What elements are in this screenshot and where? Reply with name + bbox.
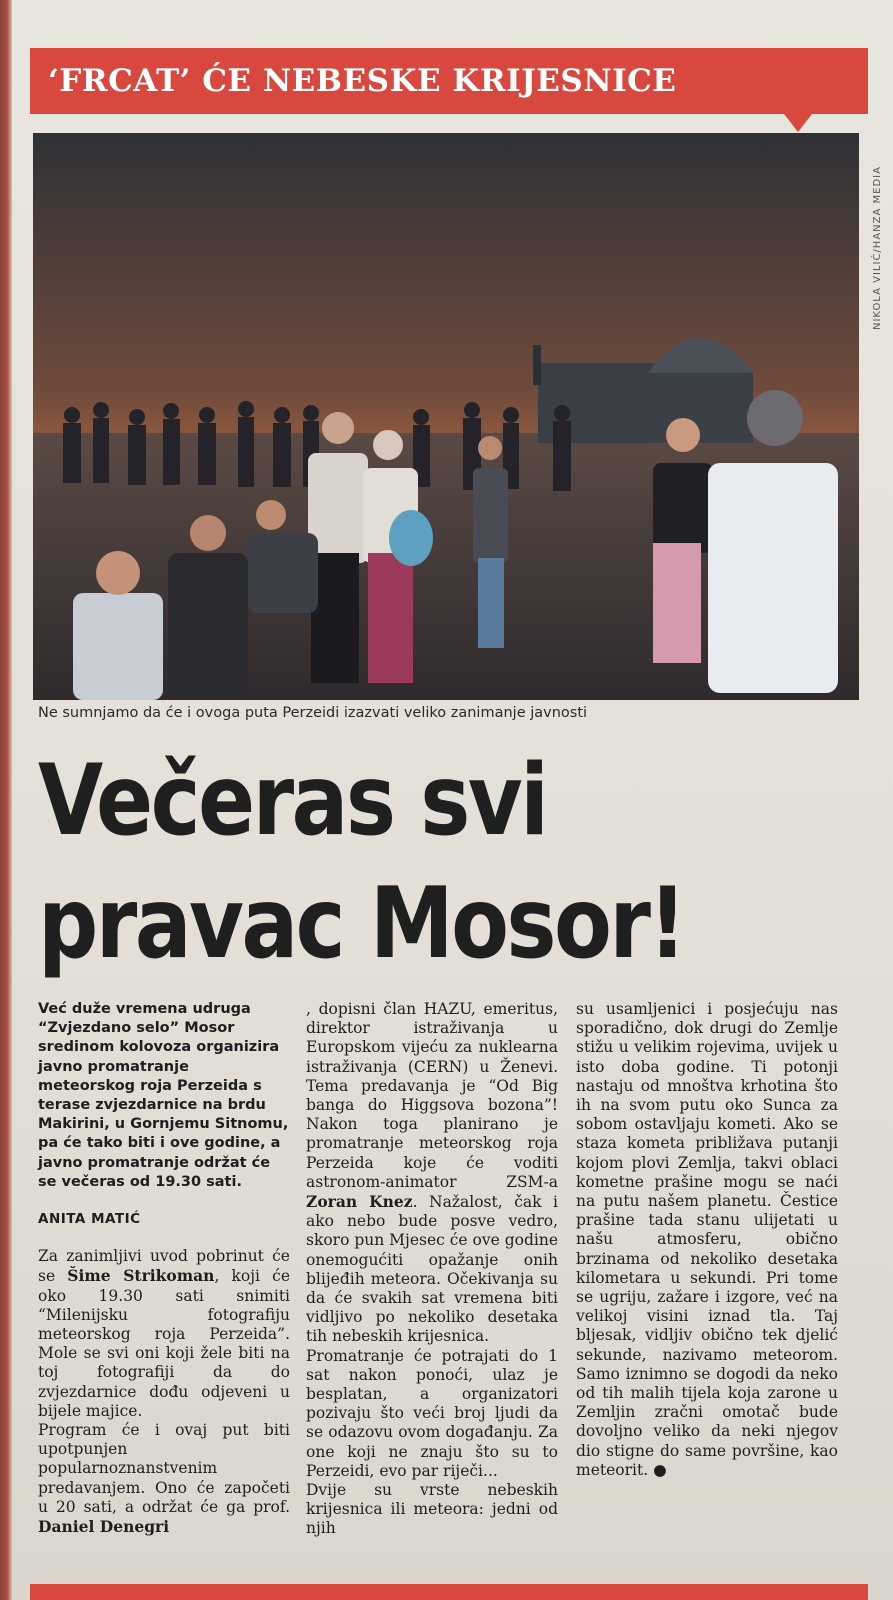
headline-line-2: pravac Mosor! bbox=[38, 867, 685, 981]
person-name: Daniel Denegri bbox=[38, 1517, 170, 1537]
body-paragraph-4: Dvije su vrste nebeskih krijesnica ili meteora: jedni od njih bbox=[306, 1481, 558, 1538]
end-mark-icon: ● bbox=[653, 1460, 667, 1479]
article-lead: Već duže vremena udruga “Zvjezdano selo” Mosor sredinom kolovoza organizira javno promatranje meteorskog roja Perzeida s terase zvjezdarnice na brdu Makirini, u Gornjemu Sitnomu, pa će tako biti i ove godine, a javno promatranje održat će se večeras od 19.30 sati. bbox=[38, 1001, 289, 1190]
body-paragraph-2: Program će i ovaj put biti upotpunjen popularnoznanstvenim predavanjem. Ono će započeti u 20 sati, a održat će ga prof. Daniel Denegri bbox=[38, 1421, 290, 1537]
person-name: Zoran Knez bbox=[306, 1192, 413, 1212]
article-column-3 bbox=[576, 1000, 838, 1580]
article-byline: ANITA MATIĆ bbox=[38, 1211, 141, 1228]
headline-line-1: Večeras svi bbox=[38, 744, 547, 858]
body-paragraph-3: Promatranje će potrajati do 1 sat nakon ponoći, ulaz je besplatan, a organizatori pozivaju što veći broj ljudi da se odazovu ovom događanju. Za one koji ne znaju što su to Perzeidi, evo par riječi... bbox=[306, 1346, 558, 1480]
left-page-edge bbox=[0, 0, 12, 1600]
kicker-banner bbox=[30, 48, 868, 114]
speech-bubble-tail bbox=[784, 114, 812, 132]
body-paragraph-1: Za zanimljivi uvod pobrinut će se Šime Strikoman, koji će oko 19.30 sati snimiti “Milenijsku fotografiju meteorskog roja Perzeida”. Mole se svi oni koji žele biti na toj fotografiji da do zvjezdarnice dođu odjeveni u bijele majice. bbox=[38, 1247, 290, 1420]
photo-caption: Ne sumnjamo da će i ovoga puta Perzeidi izazvati veliko zanimanje javnosti bbox=[38, 705, 588, 721]
kicker-text: ‘FRCAT’ ĆE NEBESKE KRIJESNICE bbox=[48, 63, 677, 99]
article-column-2 bbox=[306, 1000, 558, 1580]
article-photo bbox=[33, 133, 859, 700]
person-name: Šime Strikoman bbox=[67, 1266, 215, 1286]
body-paragraph-2-cont: , dopisni član HAZU, emeritus, direktor istraživanja u Europskom vijeću za nuklearna istraživanja (CERN) u Ženevi. Tema predavanja je “Od Big banga do Higgsova bozona”! Nakon toga planirano je promatranje meteorskog roja Perzeida koje će voditi astronom-animator ZSM-a Zoran Knez. Nažalost, čak i ako nebo bude posve vedro, skoro pun Mjesec će ove godine onemogućiti opažanje onih blijeđih meteora. Očekivanja su da će svakih sat vremena biti vidljivo po nekoliko desetaka tih nebeskih krijesnica. bbox=[306, 1000, 559, 1346]
next-article-banner bbox=[30, 1584, 868, 1600]
body-paragraph-4-cont: su usamljenici i posjećuju nas sporadično, dok drugi do Zemlje stižu u velikim rojevima, uvijek u isto doba godine. Ti potonji nastaju od mnoštva krhotina što ih na svom putu oko Sunca za sobom ostavljaju kometi. Ako se staza kometa približava putanji kojom plovi Zemlja, takvi oblaci kometne prašine mogu se naći na putu našem planetu. Čestice prašine tada stanu ulijetati u našu atmosferu, obično brzinama od nekoliko desetaka kilometara u sekundi. Pri tome se ugriju, zažare i izgore, već na velikoj visini iznad tla. Taj bljesak, vidljiv obično tek djelić sekunde, nazivamo meteorom. Samo iznimno se dogodi da neko od tih malih tijela koja zarone u Zemljin zračni omotač bude dovoljno veliko da neki njegov dio stigne do same površine, kao meteorit. ● bbox=[576, 1000, 838, 1479]
article-headline bbox=[38, 740, 743, 990]
crowd-photo-illustration bbox=[33, 133, 859, 700]
article-column-1 bbox=[38, 1000, 290, 1580]
photo-credit: NIKOLA VILIĆ/HANZA MEDIA bbox=[872, 166, 883, 330]
